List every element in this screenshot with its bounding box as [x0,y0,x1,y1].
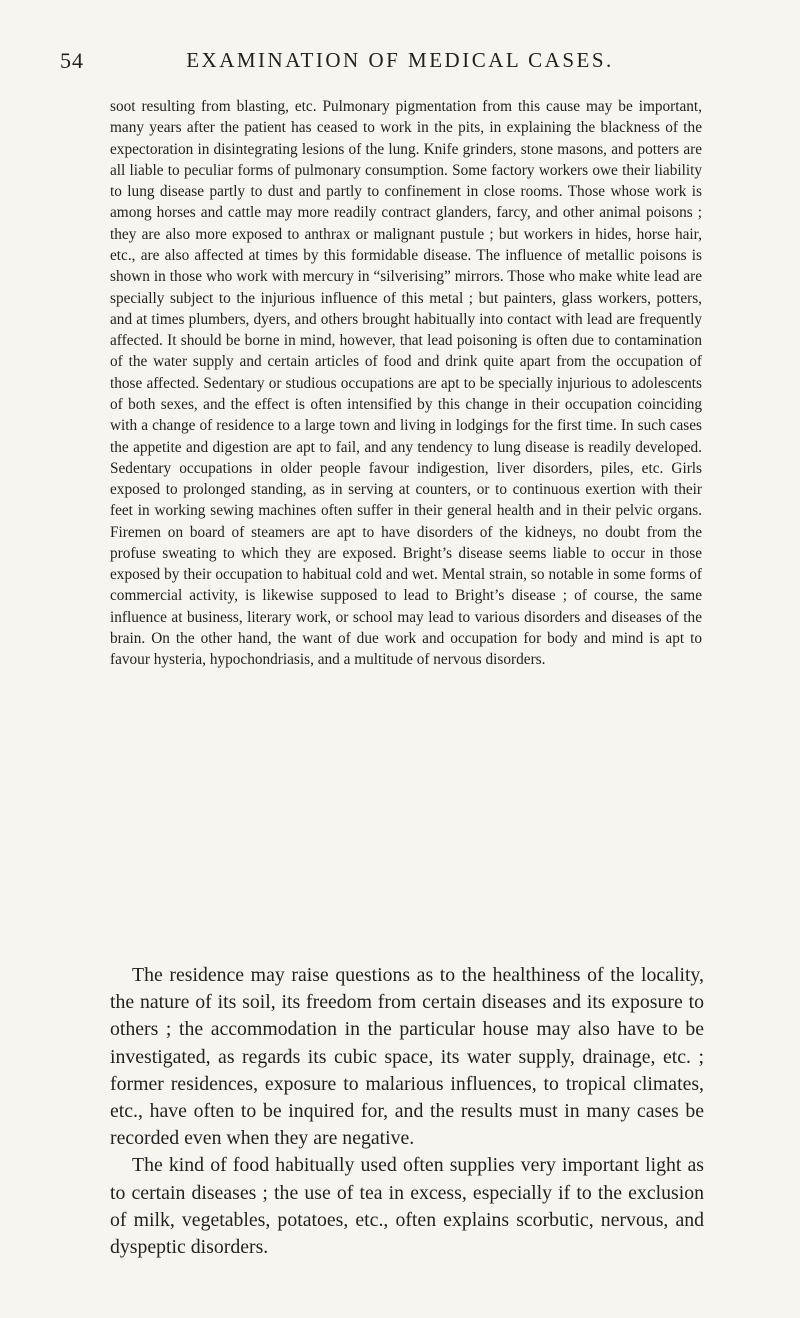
page-header [60,48,740,88]
food-paragraph: The kind of food habitually used often supplies very important light as to certain diseases ; the use of tea in excess, especially if to the exclusion of milk, vegetables, potatoes, etc., often explains scorbutic, nervous, and dyspeptic disorders. [110,1154,704,1259]
small-print-paragraph: soot resulting from blasting, etc. Pulmonary pigmentation from this cause may be important, many years after the patient has ceased to work in the pits, in explaining the blackness of the expectoration in disintegrating lesions of the lung. Knife grinders, stone masons, and potters are all liable to peculiar forms of pulmonary consumption. Some factory workers owe their liability to lung disease partly to dust and partly to confinement in close rooms. Those whose work is among horses and cattle may more readily contract glanders, farcy, and other animal poisons ; they are also more exposed to anthrax or malignant pustule ; but workers in hides, horse hair, etc., are also affected at times by this formidable disease. The influence of metallic poisons is shown in those who work with mercury in “silverising” mirrors. Those who make white lead are specially subject to the injurious influence of this metal ; but painters, glass workers, potters, and at times plumbers, dyers, and others brought habitually into contact with lead are frequently affected. It should be borne in mind, however, that lead poisoning is often due to contamination of the water supply and certain articles of food and drink quite apart from the occupation of those affected. Sedentary or studious occupations are apt to be specially injurious to adolescents of both sexes, and the effect is often intensified by this change in their occupation coinciding with a change of residence to a large town and living in lodgings for the first time. In such cases the appetite and digestion are apt to fail, and any tendency to lung disease is readily developed. Sedentary occupations in older people favour indigestion, liver disorders, piles, etc. Girls exposed to prolonged standing, as in serving at counters, or to continuous exertion with their feet in working sewing machines often suffer in their general health and in their pelvic organs. Firemen on board of steamers are apt to have disorders of the kidneys, no doubt from the profuse sweating to which they are exposed. Bright’s disease seems liable to occur in those exposed by their occupation to habitual cold and wet. Mental strain, so notable in some forms of commercial activity, is likewise supposed to lead to Bright’s disease ; of course, the same influence at business, literary work, or school may lead to various disorders and diseases of the brain. On the other hand, the want of due work and occupation for body and mind is apt to favour hysteria, hypochondriasis, and a multitude of nervous disorders. [110,98,702,669]
small-print-section [110,96,702,671]
running-title: EXAMINATION OF MEDICAL CASES. [186,48,614,72]
residence-paragraph: The residence may raise questions as to the healthiness of the locality, the nature of its soil, its freedom from certain diseases and its exposure to others ; the accommodation in the particular house may also have to be investigated, as regards its cubic space, its water supply, drainage, etc. ; former residences, exposure to malarious influences, to tropical climates, etc., have often to be inquired for, and the results must in many cases be recorded even when they are negative. [110,964,704,1150]
main-text-section [110,962,704,1261]
page-number: 54 [60,48,84,73]
